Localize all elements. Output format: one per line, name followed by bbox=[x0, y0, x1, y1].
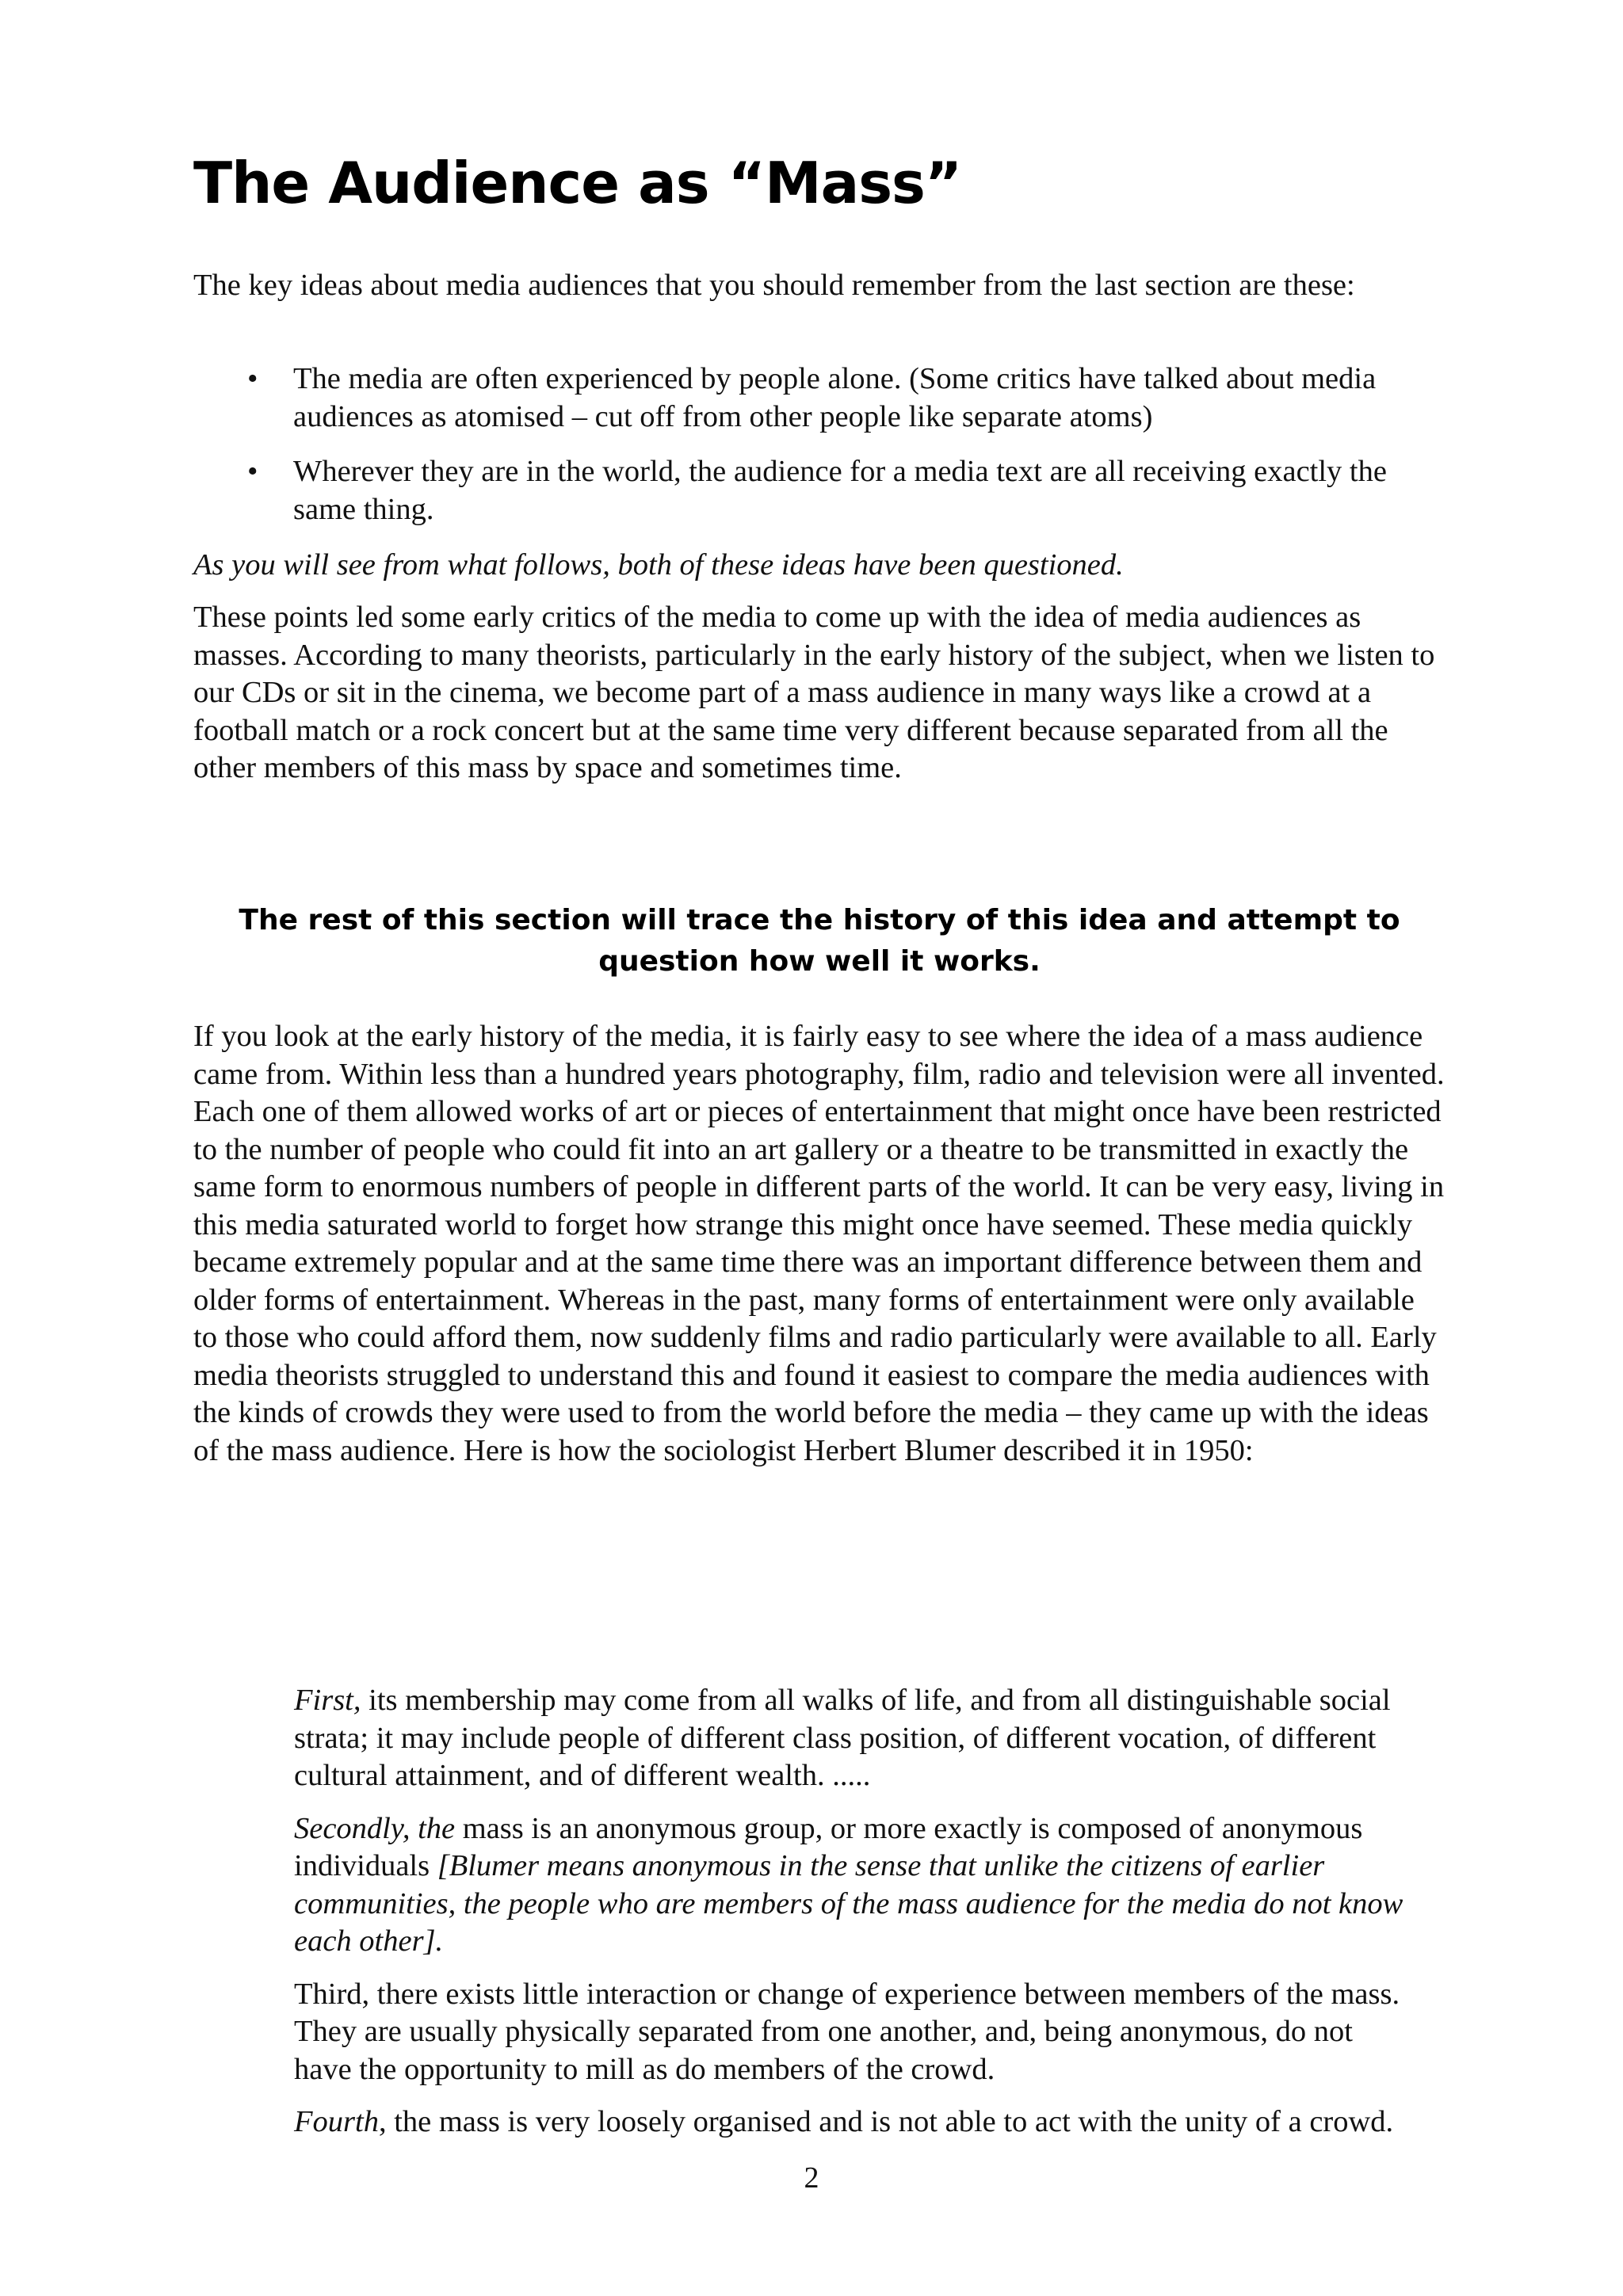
quote-second-text: mass is an anonymous group, or more exactly is composed of anonymous individuals bbox=[294, 1811, 1363, 1882]
quote-fourth-text: , the mass is very loosely organised and is not able to act with the unity of a crowd. bbox=[378, 2105, 1394, 2138]
quote-third: Third, there exists little interaction or change of experience between members of the mass. They are usually physically separated from one another, and, being anonymous, do not have the opportunity to mill as do members of the crowd. bbox=[294, 1977, 1400, 2086]
quote-second-note: [Blumer means anonymous in the sense that unlike the citizens of earlier communities, the people who are members of the mass audience for the media do not know each other]. bbox=[294, 1849, 1403, 1958]
quote-fourth-lead: Fourth bbox=[294, 2105, 379, 2138]
quote-first bbox=[294, 1682, 1403, 1795]
page-title: The Audience as “Mass” bbox=[193, 150, 962, 216]
quote-first-text: its membership may come from all walks of life, and from all distinguishable social strata; it may include people of different class position, of different vocation, of different cultural attainment, and of different wealth. ..... bbox=[294, 1684, 1391, 1792]
list-item bbox=[193, 453, 1445, 528]
bullet-icon: • bbox=[247, 455, 258, 488]
list-item-text: Wherever they are in the world, the audience for a media text are all receiving exactly the same thing. bbox=[293, 455, 1387, 526]
page-number: 2 bbox=[804, 2161, 819, 2195]
key-ideas-list bbox=[193, 360, 1445, 528]
list-item-text: The media are often experienced by people alone. (Some critics have talked about media audiences as atomised – cut off from other people like separate atoms) bbox=[293, 362, 1377, 433]
list-item bbox=[193, 360, 1445, 436]
history-paragraph: If you look at the early history of the media, it is fairly easy to see where the idea of a mass audience came from. Within less than a hundred years photography, film, radio and television were all invented. Each one of them allowed works of art or pieces of entertainment that might once have been restricted to the number of people who could fit into an art gallery or a theatre to be transmitted in exactly the same form to enormous numbers of people in different parts of the world. It can be very easy, living in this media saturated world to forget how strange this might once have seemed. These media quickly became extremely popular and at the same time there was an important difference between them and older forms of entertainment. Whereas in the past, many forms of entertainment were only available to those who could afford them, now suddenly films and radio particularly were available to all. Early media theorists struggled to understand this and found it easiest to compare the media audiences with the kinds of crowds they were used to from the world before the media – they came up with the ideas of the mass audience. Here is how the sociologist Herbert Blumer described it in 1950: bbox=[193, 1020, 1445, 1467]
bullet-icon: • bbox=[247, 362, 258, 395]
masses-paragraph: These points led some early critics of the media to come up with the idea of media audiences as masses. According to many theorists, particularly in the early history of the subject, when we listen to our CDs or sit in the cinema, we become part of a mass audience in many ways like a crowd at a football match or a rock concert but at the same time very different because separated from all the other members of this mass by space and sometimes time. bbox=[193, 601, 1435, 784]
questioned-note: As you will see from what follows, both of these ideas have been questioned. bbox=[193, 548, 1124, 582]
quote-second-lead: Secondly, the bbox=[294, 1811, 456, 1845]
section-emphasis: The rest of this section will trace the history of this idea and attempt to question how well it works. bbox=[239, 904, 1400, 978]
quote-second bbox=[294, 1810, 1403, 1961]
quote-fourth bbox=[294, 2103, 1403, 2142]
quote-first-lead: First, bbox=[294, 1684, 361, 1717]
blumer-quote bbox=[294, 1682, 1403, 2142]
intro-paragraph: The key ideas about media audiences that you should remember from the last section are these: bbox=[193, 269, 1355, 302]
